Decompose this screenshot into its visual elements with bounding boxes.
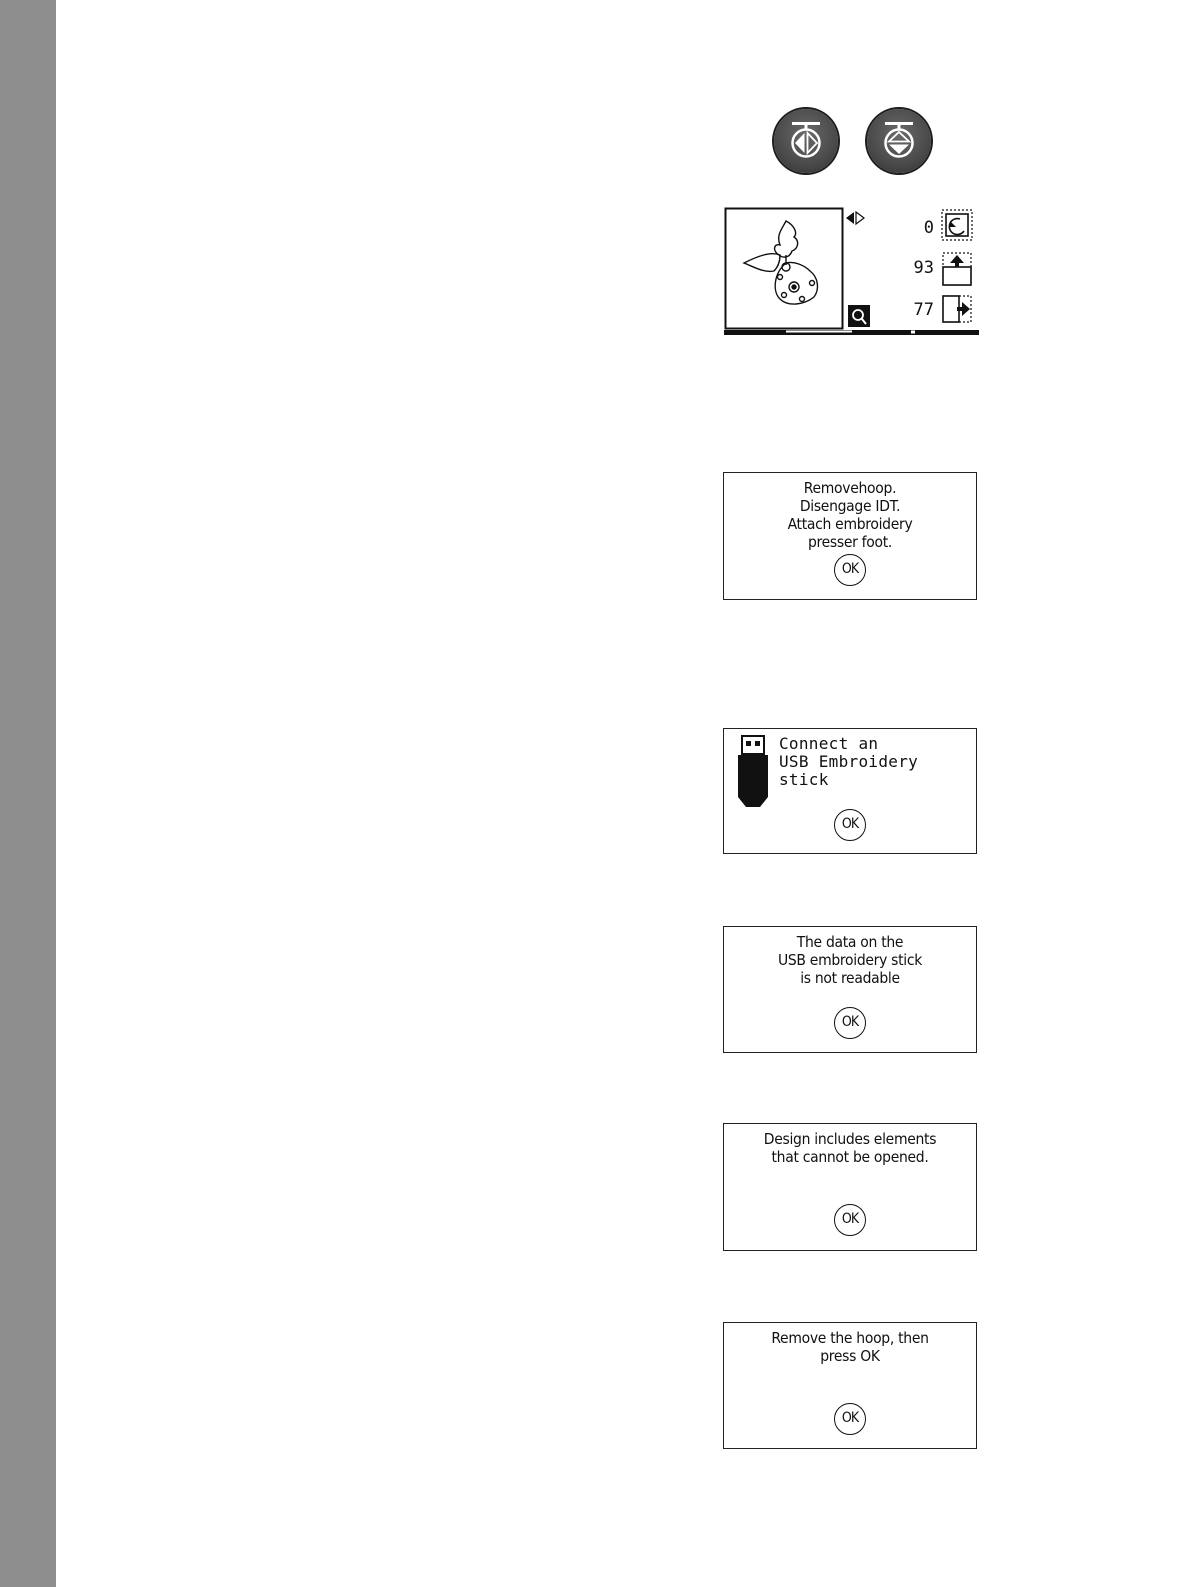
connect-usb-dialog xyxy=(723,728,977,854)
remove-hoop-idt-dialog xyxy=(723,472,977,600)
dialog-line: is not readable xyxy=(800,969,900,987)
ok-button[interactable]: OK xyxy=(834,809,866,841)
cannot-open-dialog xyxy=(723,1123,977,1251)
dialog-line: press OK xyxy=(820,1347,880,1365)
dialog-line: The data on the xyxy=(796,933,904,951)
dialog-line: presser foot. xyxy=(807,533,893,551)
vertical-position-value: 93 xyxy=(913,258,934,278)
dialog-line: USB embroidery stick xyxy=(777,951,923,969)
horizontal-mirror-icon xyxy=(774,109,838,173)
ok-button[interactable]: OK xyxy=(834,1403,866,1435)
data-not-readable-dialog xyxy=(723,926,977,1053)
mirror-end-to-end-button[interactable] xyxy=(867,109,931,173)
dialog-line: stick xyxy=(779,770,829,789)
dialog-line: that cannot be opened. xyxy=(771,1148,929,1166)
dialog-line: Removehoop. xyxy=(803,479,897,497)
embroidery-screen-graphics xyxy=(724,207,979,335)
rotation-value: 0 xyxy=(923,218,934,238)
mirror-side-to-side-button[interactable] xyxy=(774,109,838,173)
dialog-line: Design includes elements xyxy=(763,1130,937,1148)
dialog-line: Attach embroidery xyxy=(787,515,913,533)
dialog-line: Disengage IDT. xyxy=(799,497,901,515)
usb-stick-icon xyxy=(736,735,770,809)
ok-button[interactable]: OK xyxy=(834,1007,866,1039)
vertical-mirror-icon xyxy=(867,109,931,173)
dialog-line: USB Embroidery xyxy=(779,752,919,771)
remove-hoop-press-ok-dialog xyxy=(723,1322,977,1449)
dialog-line: Remove the hoop, then xyxy=(771,1329,929,1347)
side-bar xyxy=(0,0,56,1587)
horizontal-position-value: 77 xyxy=(913,300,934,320)
dialog-line: Connect an xyxy=(779,734,879,753)
ok-button[interactable]: OK xyxy=(834,1204,866,1236)
embroidery-edit-screen xyxy=(724,207,979,335)
ok-button[interactable]: OK xyxy=(834,554,866,586)
